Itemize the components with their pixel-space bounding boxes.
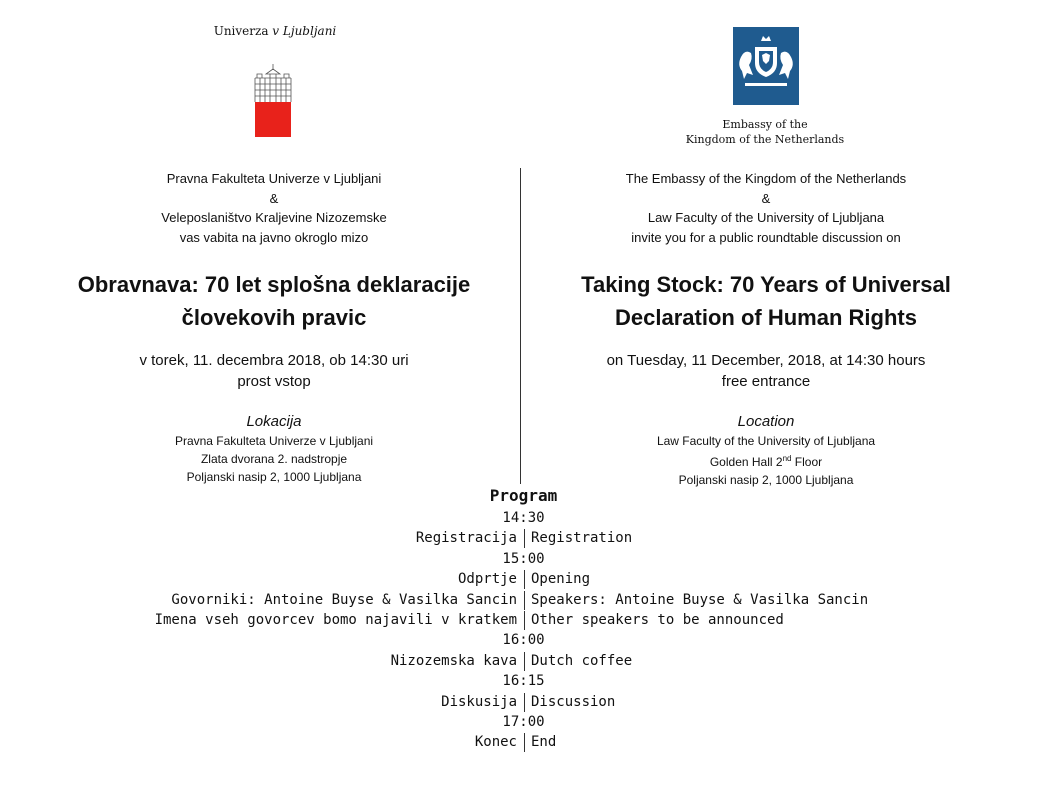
university-logo-red-block bbox=[255, 102, 291, 137]
program-item bbox=[0, 610, 1047, 630]
program-item-en: Dutch coffee bbox=[531, 652, 633, 669]
left-hosts bbox=[34, 169, 514, 247]
program-time-text: 16:15 bbox=[502, 673, 545, 690]
left-host-line: Pravna Fakulteta Univerze v Ljubljani bbox=[166, 171, 382, 186]
program-item bbox=[0, 692, 1047, 712]
embassy-caption-line1: Embassy of the bbox=[722, 118, 808, 131]
program-time-text: 14:30 bbox=[502, 510, 545, 526]
program-item bbox=[0, 590, 1047, 610]
program-item-sl: Nizozemska kava bbox=[390, 652, 517, 669]
left-host-line: vas vabita na javno okroglo mizo bbox=[179, 229, 369, 245]
right-entry-text: free entrance bbox=[721, 373, 811, 390]
right-title-line1: Taking Stock: 70 Years of Universal bbox=[581, 272, 951, 297]
embassy-caption bbox=[640, 117, 890, 147]
left-location-line: Zlata dvorana 2. nadstropje bbox=[200, 452, 348, 466]
program-item-sl: Konec bbox=[474, 734, 517, 751]
right-date-text: on Tuesday, 11 December, 2018, at 14:30 hours bbox=[606, 352, 926, 369]
program-title: Program bbox=[489, 486, 558, 505]
right-location bbox=[526, 432, 1006, 489]
program-item-en: End bbox=[531, 734, 557, 751]
embassy-caption-line2: Kingdom of the Netherlands bbox=[685, 133, 845, 146]
lion-crest-icon bbox=[733, 27, 799, 105]
program-item-separator bbox=[524, 570, 525, 589]
program-item bbox=[0, 651, 1047, 671]
right-host-line: & bbox=[761, 190, 771, 206]
right-host-line: Law Faculty of the University of Ljubljana bbox=[647, 210, 885, 225]
left-host-line: & bbox=[269, 190, 279, 206]
program-item-en: Other speakers to be announced bbox=[531, 612, 784, 628]
right-location-line: Law Faculty of the University of Ljubljana bbox=[656, 434, 876, 448]
program-time bbox=[0, 630, 1047, 650]
program-item-en: Opening bbox=[531, 571, 591, 588]
right-location-heading: Location bbox=[737, 413, 795, 430]
right-location-line: Poljanski nasip 2, 1000 Ljubljana bbox=[678, 473, 854, 487]
program-time bbox=[0, 508, 1047, 528]
left-date-text: v torek, 11. decembra 2018, ob 14:30 uri bbox=[139, 352, 409, 369]
embassy-crest bbox=[733, 27, 799, 105]
right-date bbox=[526, 350, 1006, 392]
left-title-line1: Obravnava: 70 let splošna deklaracije bbox=[77, 272, 471, 297]
program-item-en: Discussion bbox=[531, 693, 616, 710]
right-hosts bbox=[526, 169, 1006, 247]
left-title bbox=[34, 268, 514, 334]
program-time-text: 16:00 bbox=[502, 632, 545, 649]
left-entry-text: prost vstop bbox=[237, 373, 311, 390]
left-location bbox=[34, 432, 514, 486]
program-item-separator bbox=[524, 733, 525, 752]
program-item bbox=[0, 569, 1047, 589]
program-time bbox=[0, 712, 1047, 732]
program-item bbox=[0, 732, 1047, 752]
right-title bbox=[526, 268, 1006, 334]
program-item-sl: Registracija bbox=[415, 530, 517, 547]
right-host-line: The Embassy of the Kingdom of the Netherlands bbox=[625, 171, 907, 186]
right-host-line: invite you for a public roundtable discussion on bbox=[631, 229, 901, 245]
program-item-en: Registration bbox=[531, 530, 633, 547]
program-item-sl: Govorniki: Antoine Buyse & Vasilka Sancin bbox=[171, 591, 517, 608]
program-item-separator bbox=[524, 693, 525, 712]
column-divider bbox=[520, 168, 521, 484]
university-name: Univerza v Ljubljani bbox=[213, 24, 337, 38]
program-item-separator bbox=[524, 529, 525, 548]
left-host-line: Veleposlaništvo Kraljevine Nizozemske bbox=[161, 210, 387, 225]
program-item-sl: Odprtje bbox=[457, 571, 517, 588]
program-item-sl: Diskusija bbox=[441, 693, 517, 710]
program-item-sl: Imena vseh govorcev bomo najavili v kratkem bbox=[154, 612, 517, 628]
program-time bbox=[0, 671, 1047, 691]
program-time-text: 17:00 bbox=[502, 714, 545, 730]
left-location-heading: Lokacija bbox=[246, 413, 302, 430]
program-item-en: Speakers: Antoine Buyse & Vasilka Sancin bbox=[531, 591, 869, 608]
program-item-separator bbox=[524, 591, 525, 610]
left-location-line: Pravna Fakulteta Univerze v Ljubljani bbox=[174, 434, 374, 448]
right-location-line: Golden Hall 2nd Floor bbox=[709, 454, 823, 469]
program-item-separator bbox=[524, 611, 525, 630]
left-title-line2: človekovih pravic bbox=[181, 305, 367, 330]
program-item-separator bbox=[524, 652, 525, 671]
university-logo bbox=[252, 64, 294, 138]
program-time-text: 15:00 bbox=[502, 550, 545, 567]
right-title-line2: Declaration of Human Rights bbox=[615, 305, 917, 330]
left-location-line: Poljanski nasip 2, 1000 Ljubljana bbox=[186, 470, 362, 484]
program-item bbox=[0, 528, 1047, 548]
program-time bbox=[0, 549, 1047, 569]
left-date bbox=[34, 350, 514, 392]
